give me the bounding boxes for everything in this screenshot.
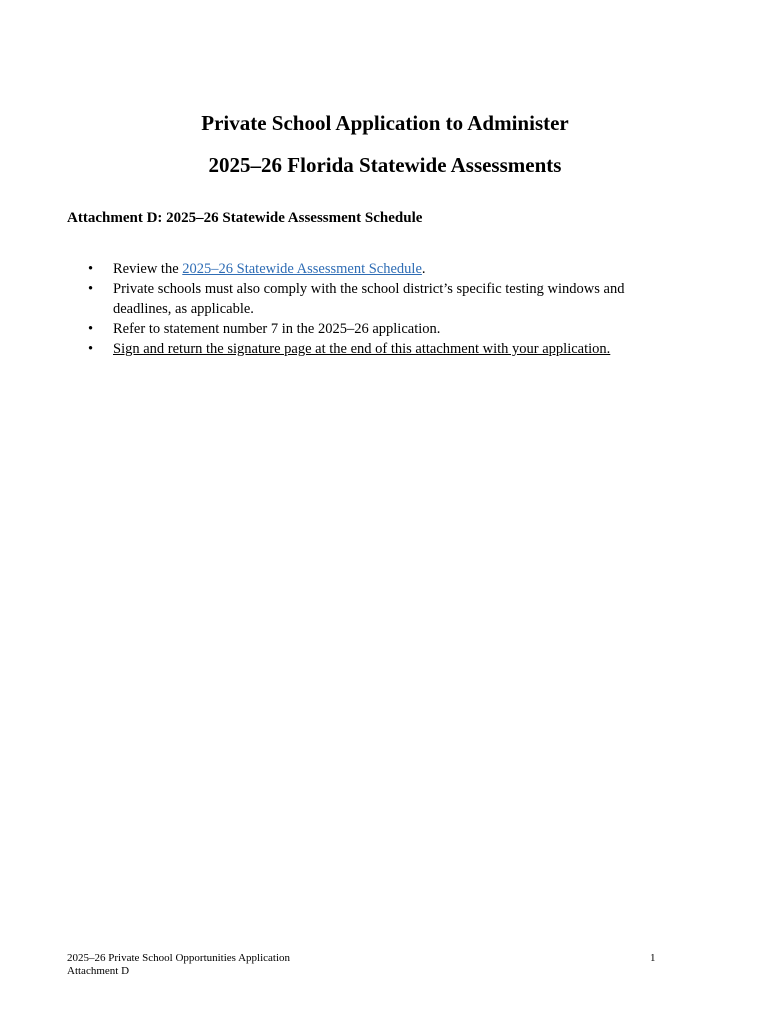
bullet-icon: • (88, 341, 94, 357)
list-item (67, 319, 667, 339)
list-item-text: Refer to statement number 7 in the 2025–26 application. (113, 321, 441, 337)
list-item-text-line-1: Private schools must also comply with the school district’s specific testing windows and (113, 281, 625, 297)
footer-title: 2025–26 Private School Opportunities Application (67, 952, 291, 964)
list-item (67, 339, 667, 359)
footer-attachment: Attachment D (67, 965, 130, 977)
page-number: 1 (650, 952, 656, 964)
list-item-suffix: . (421, 261, 426, 277)
list-item-prefix: Review the (113, 261, 183, 277)
footer (67, 952, 290, 978)
instruction-list (67, 259, 667, 359)
bullet-icon: • (88, 321, 94, 337)
document-subtitle: 2025–26 Florida Statewide Assessments (208, 153, 562, 177)
signature-instruction: Sign and return the signature page at the end of this attachment with your application. (113, 341, 611, 357)
assessment-schedule-link[interactable]: 2025–26 Statewide Assessment Schedule (182, 261, 422, 277)
bullet-icon: • (88, 261, 94, 277)
list-item (67, 279, 667, 319)
list-item (67, 259, 667, 279)
document-title: Private School Application to Administer (201, 111, 569, 135)
list-item-text-line-2: deadlines, as applicable. (113, 301, 254, 317)
section-heading: Attachment D: 2025–26 Statewide Assessment Schedule (67, 210, 423, 226)
bullet-icon: • (88, 281, 94, 297)
